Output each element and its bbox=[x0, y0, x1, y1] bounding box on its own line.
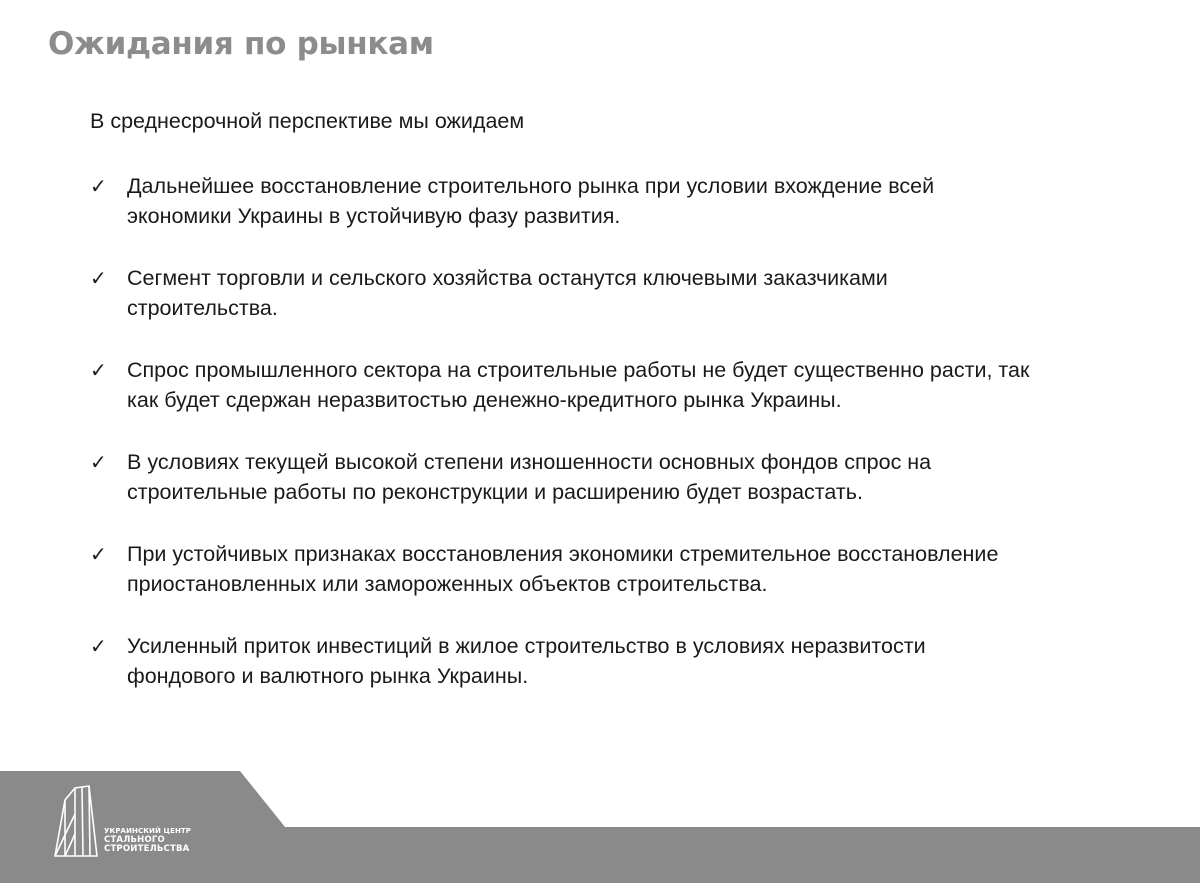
list-item-line: как будет сдержан неразвитостью денежно-кредитного рынка Украины. bbox=[127, 388, 842, 412]
logo-line: СТРОИТЕЛЬСТВА bbox=[104, 844, 190, 854]
list-item bbox=[90, 355, 1180, 415]
list-item-line: Сегмент торговли и сельского хозяйства останутся ключевыми заказчиками bbox=[127, 266, 888, 290]
building-logo-icon bbox=[53, 784, 99, 858]
logo-line: УКРАИНСКИЙ ЦЕНТР bbox=[104, 827, 192, 835]
list-item bbox=[90, 631, 1180, 691]
checkmark-icon: ✓ bbox=[90, 266, 107, 290]
list-item-line: строительства. bbox=[127, 296, 278, 320]
list-item-line: экономики Украины в устойчивую фазу развития. bbox=[127, 204, 621, 228]
logo-text bbox=[104, 827, 191, 854]
list-item-line: Спрос промышленного сектора на строительные работы не будет существенно расти, так bbox=[127, 358, 1030, 382]
list-item-line: строительные работы по реконструкции и расширению будет возрастать. bbox=[127, 480, 863, 504]
checkmark-icon: ✓ bbox=[90, 634, 107, 658]
checkmark-icon: ✓ bbox=[90, 358, 107, 382]
page-title: Ожидания по рынкам bbox=[48, 26, 434, 62]
checkmark-icon: ✓ bbox=[90, 174, 107, 198]
intro-text: В среднесрочной перспективе мы ожидаем bbox=[90, 109, 525, 133]
list-item bbox=[90, 171, 1180, 231]
checkmark-icon: ✓ bbox=[90, 542, 107, 566]
list-item-line: В условиях текущей высокой степени изношенности основных фондов спрос на bbox=[127, 450, 932, 474]
list-item-line: При устойчивых признаках восстановления экономики стремительное восстановление bbox=[127, 542, 999, 566]
list-item-line: приостановленных или замороженных объектов строительства. bbox=[127, 572, 768, 596]
list-item-line: Дальнейшее восстановление строительного рынка при условии вхождение всей bbox=[127, 174, 935, 198]
list-item-line: Усиленный приток инвестиций в жилое строительство в условиях неразвитости bbox=[127, 634, 926, 658]
checkmark-icon: ✓ bbox=[90, 450, 107, 474]
list-item bbox=[90, 447, 1180, 507]
expectations-list bbox=[90, 171, 1180, 723]
list-item bbox=[90, 539, 1180, 599]
list-item-line: фондового и валютного рынка Украины. bbox=[127, 664, 529, 688]
list-item bbox=[90, 263, 1180, 323]
logo-line: СТАЛЬНОГО bbox=[104, 835, 165, 845]
